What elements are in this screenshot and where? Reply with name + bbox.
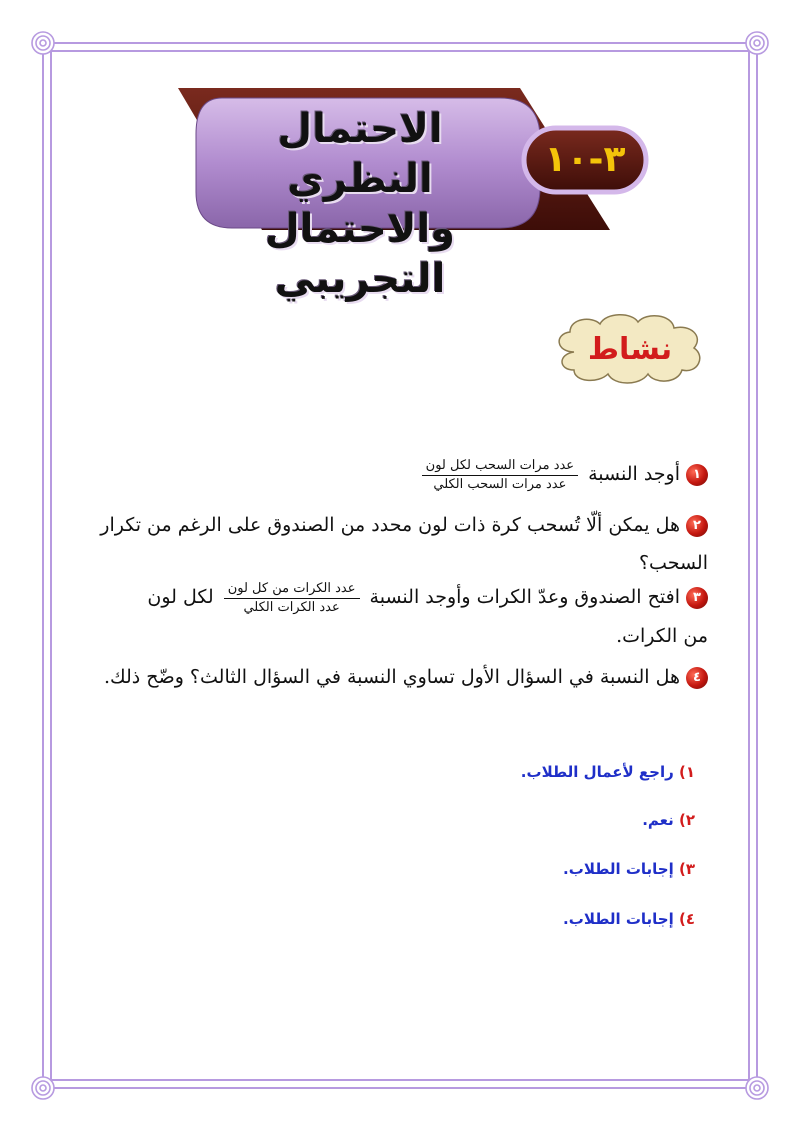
lesson-number: ٣-١٠	[544, 139, 626, 180]
title-line-1: الاحتمال النظري	[277, 106, 443, 202]
answer-2	[642, 811, 695, 829]
answer-index: ٣)	[678, 860, 695, 878]
question-text-line-2: من الكرات.	[616, 624, 708, 647]
question-text: هل النسبة في السؤال الأول تساوي النسبة في السؤال الثالث؟ وضّح ذلك.	[103, 666, 680, 688]
title-line-2: والاحتمال التجريبي	[264, 206, 456, 302]
question-1	[418, 455, 708, 494]
fraction	[422, 457, 578, 494]
corner-ornament-bottom-right	[746, 1077, 768, 1099]
question-text-line-2: السحب؟	[638, 552, 708, 574]
answer-index: ١)	[678, 763, 695, 781]
answer-text: راجع لأعمال الطلاب.	[520, 763, 674, 781]
lesson-title	[200, 104, 520, 304]
answer-index: ٤)	[678, 910, 695, 928]
question-3	[147, 578, 708, 655]
answer-text: نعم.	[642, 811, 674, 829]
answer-text: إجابات الطلاب.	[563, 910, 674, 928]
fraction-denominator: عدد مرات السحب الكلي	[433, 476, 567, 492]
question-4	[104, 658, 708, 696]
answer-1	[521, 763, 695, 781]
fraction	[224, 580, 360, 617]
question-text: أوجد النسبة	[588, 463, 680, 485]
answer-3	[563, 860, 695, 878]
answer-index: ٢)	[678, 811, 695, 829]
activity-label: نشاط	[587, 332, 673, 367]
question-number-badge: ٣	[686, 587, 708, 609]
question-number-badge: ٤	[686, 667, 708, 689]
question-text-after: لكل لون	[147, 586, 214, 608]
fraction-denominator: عدد الكرات الكلي	[243, 599, 340, 615]
question-number-badge: ٢	[686, 515, 708, 537]
answer-text: إجابات الطلاب.	[563, 860, 674, 878]
question-2	[100, 506, 708, 582]
question-text-line-1: هل يمكن ألّا تُسحب كرة ذات لون محدد من الصندوق على الرغم من تكرار	[100, 514, 680, 536]
question-number-badge: ١	[686, 464, 708, 486]
fraction-numerator: عدد الكرات من كل لون	[224, 580, 360, 599]
answer-4	[563, 910, 695, 928]
fraction-numerator: عدد مرات السحب لكل لون	[422, 457, 578, 476]
question-text: افتح الصندوق وعدّ الكرات وأوجد النسبة	[369, 586, 680, 608]
corner-ornament-bottom-left	[32, 1077, 54, 1099]
